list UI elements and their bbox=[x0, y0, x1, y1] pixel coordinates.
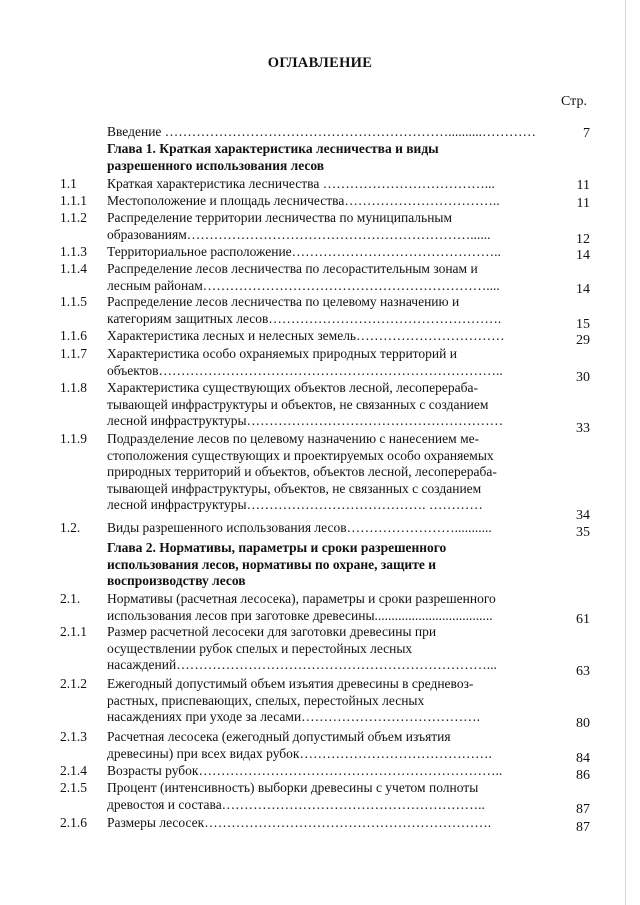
toc-entry-line: лесной инфраструктуры………………………………………………… bbox=[107, 413, 504, 428]
toc-entry-page: 86 bbox=[576, 768, 590, 783]
toc-entry-line: тывающей инфраструктуры и объектов, не связанных с созданием bbox=[107, 396, 489, 412]
toc-entry-line: разрешенного использования лесов bbox=[107, 157, 325, 173]
toc-entry-title bbox=[107, 328, 547, 345]
toc-entry-number: 1.1 bbox=[60, 176, 77, 191]
toc-entry-title bbox=[107, 380, 547, 430]
toc-entry-page: 11 bbox=[576, 178, 590, 193]
toc-entry-line: осуществлении рубок спелых и перестойных лесных bbox=[107, 640, 413, 656]
toc-entry-number: 2.1.1 bbox=[60, 624, 87, 639]
toc-entry-line: Краткая характеристика лесничества ………………………………... bbox=[107, 176, 495, 191]
toc-entry-number: 2.1.2 bbox=[60, 676, 87, 691]
toc-entry-line: природных территорий и объектов, объектов лесной, лесоперераба- bbox=[107, 464, 497, 479]
toc-entry-number: 2.1. bbox=[60, 591, 81, 606]
toc-entry-number: 1.1.3 bbox=[60, 244, 87, 259]
toc-entry-number: 1.1.2 bbox=[60, 210, 87, 225]
toc-entry-page: 15 bbox=[576, 317, 590, 332]
toc-entry-line: лесной инфраструктуры…………………………………. ………… bbox=[107, 497, 483, 512]
toc-entry-page: 29 bbox=[576, 333, 590, 348]
toc-entry-number: 1.1.8 bbox=[60, 380, 87, 395]
toc-entry-line: насаждениях при уходе за лесами…………………………………. bbox=[107, 709, 481, 724]
toc-entry-line: Распределение лесов лесничества по целевому назначению и bbox=[107, 294, 460, 309]
page-title: ОГЛАВЛЕНИЕ bbox=[267, 55, 373, 71]
toc-entry-page: 7 bbox=[583, 126, 590, 141]
toc-entry-page: 84 bbox=[576, 751, 590, 766]
toc-entry-number: 1.1.1 bbox=[60, 193, 87, 208]
toc-entry-line: Возрасты рубок………………………………………………………….. bbox=[107, 763, 503, 778]
toc-entry-line: Характеристика особо охраняемых природных территорий и bbox=[107, 346, 457, 361]
toc-entry-page: 14 bbox=[576, 282, 590, 297]
toc-entry-line: Размер расчетной лесосеки для заготовки древесины при bbox=[107, 624, 437, 639]
toc-entry-line: Введение ………………………………………………………..........………… bbox=[107, 124, 537, 139]
toc-entry-number: 1.1.4 bbox=[60, 261, 87, 276]
toc-entry-number: 1.1.7 bbox=[60, 346, 87, 361]
toc-entry-page: 61 bbox=[576, 612, 590, 627]
toc-entry-number: 1.2. bbox=[60, 520, 81, 535]
toc-entry-line: Характеристика существующих объектов лесной, лесоперераба- bbox=[107, 380, 478, 395]
toc-entry-title bbox=[107, 431, 547, 514]
toc-entry-title bbox=[107, 176, 547, 193]
toc-entry-page: 87 bbox=[576, 802, 590, 817]
toc-entry-line: лесным районам……………………………………………………….... bbox=[107, 277, 500, 293]
toc-entry-title bbox=[107, 193, 547, 210]
toc-entry-line: использования лесов, нормативы по охране, защите и bbox=[107, 556, 436, 572]
toc-entry-line: Расчетная лесосека (ежегодный допустимый объем изъятия bbox=[107, 729, 451, 744]
toc-entry-page: 80 bbox=[576, 716, 590, 731]
toc-entry-page: 30 bbox=[576, 370, 590, 385]
toc-entry-line: Территориальное расположение……………………………………….. bbox=[107, 244, 501, 259]
toc-entry-line: Глава 2. Нормативы, параметры и сроки разрешенного bbox=[107, 540, 447, 555]
toc-entry-line: Местоположение и площадь лесничества…………………………….. bbox=[107, 193, 500, 208]
toc-entry-line: Ежегодный допустимый объем изъятия древесины в средневоз- bbox=[107, 676, 474, 691]
toc-entry-line: использования лесов при заготовке древесины................................... bbox=[107, 607, 493, 623]
toc-entry-title bbox=[107, 294, 547, 327]
toc-entry-number: 2.1.6 bbox=[60, 815, 87, 830]
toc-entry-title bbox=[107, 676, 547, 726]
toc-entry-number: 1.1.5 bbox=[60, 294, 87, 309]
chapter-heading bbox=[107, 141, 547, 174]
toc-entry-title bbox=[107, 346, 547, 379]
toc-entry-title bbox=[107, 520, 547, 537]
toc-entry-line: воспроизводству лесов bbox=[107, 573, 246, 588]
toc-entry-title bbox=[107, 780, 547, 813]
toc-entry-line: объектов………………………………………………………………….. bbox=[107, 362, 503, 378]
toc-entry-line: древесины) при всех видах рубок……………………………………. bbox=[107, 745, 492, 761]
toc-entry-page: 87 bbox=[576, 820, 590, 835]
scan-edge-line bbox=[625, 0, 626, 905]
toc-entry-line: Характеристика лесных и нелесных земель…………………………… bbox=[107, 328, 505, 343]
toc-entry-title bbox=[107, 815, 547, 832]
toc-entry-line: Подразделение лесов по целевому назначению с нанесением ме- bbox=[107, 431, 480, 446]
toc-entry-line: Нормативы (расчетная лесосека), параметры и сроки разрешенного bbox=[107, 591, 496, 606]
toc-entry-line: растных, приспевающих, спелых, перестойных лесных bbox=[107, 692, 425, 708]
toc-entry-number: 2.1.4 bbox=[60, 763, 87, 778]
toc-entry-page: 11 bbox=[576, 196, 590, 211]
toc-entry-title bbox=[107, 124, 547, 141]
toc-entry-title bbox=[107, 210, 547, 243]
toc-entry-line: насаждений……………………………………………………………... bbox=[107, 657, 497, 672]
toc-entry-line: тывающей инфраструктуры, объектов, не связанных с созданием bbox=[107, 480, 482, 496]
toc-entry-line: Распределение лесов лесничества по лесорастительным зонам и bbox=[107, 261, 478, 276]
toc-entry-page: 12 bbox=[576, 232, 590, 247]
toc-entry-title bbox=[107, 729, 547, 762]
toc-entry-line: Размеры лесосек………………………………………………………. bbox=[107, 815, 492, 830]
toc-entry-page: 33 bbox=[576, 421, 590, 436]
chapter-heading bbox=[107, 540, 547, 590]
toc-entry-line: Виды разрешенного использования лесов……………………........... bbox=[107, 520, 492, 535]
toc-entry-page: 35 bbox=[576, 525, 590, 540]
toc-entry-title bbox=[107, 763, 547, 780]
toc-entry-number: 1.1.6 bbox=[60, 328, 87, 343]
toc-entry-page: 63 bbox=[576, 664, 590, 679]
toc-entry-line: Глава 1. Краткая характеристика лесничества и виды bbox=[107, 141, 439, 156]
toc-entry-line: древостоя и состава………………………………………………….. bbox=[107, 796, 485, 812]
toc-entry-title bbox=[107, 244, 547, 261]
toc-entry-number: 2.1.3 bbox=[60, 729, 87, 744]
toc-entry-number: 1.1.9 bbox=[60, 431, 87, 446]
toc-entry-number: 2.1.5 bbox=[60, 780, 87, 795]
toc-entry-page: 34 bbox=[576, 508, 590, 523]
toc-entry-title bbox=[107, 624, 547, 674]
page-column-label: Стр. bbox=[561, 94, 587, 109]
toc-entry-title bbox=[107, 591, 547, 624]
toc-entry-title bbox=[107, 261, 547, 294]
toc-entry-line: образованиям………………………………………………………...... bbox=[107, 226, 491, 242]
toc-entry-page: 14 bbox=[576, 248, 590, 263]
toc-entry-line: стоположения существующих и проектируемых особо охраняемых bbox=[107, 447, 494, 463]
toc-entry-line: Процент (интенсивность) выборки древесины с учетом полноты bbox=[107, 780, 479, 795]
toc-entry-line: Распределение территории лесничества по муниципальным bbox=[107, 210, 453, 225]
toc-entry-line: категориям защитных лесов……………………………………………. bbox=[107, 310, 502, 326]
